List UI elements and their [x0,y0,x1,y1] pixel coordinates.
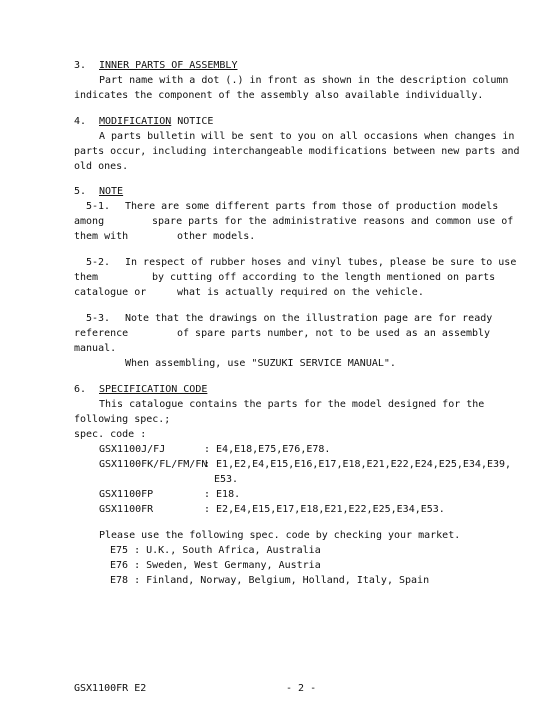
market-item: E78 : Finland, Norway, Belgium, Holland, Italy, Spain [110,575,430,586]
section-6-line-3: spec. code : [74,429,147,440]
note-5-1-line-2a: among [74,216,105,227]
spec-row-model: GSX1100FR [99,504,154,515]
note-5-2-line-1: In respect of rubber hoses and vinyl tubes, please be sure to use [125,257,517,268]
note-5-2-line-3a: catalogue or [74,287,147,298]
section-4-line-2: parts occur, including interchangeable modifications between new parts and [74,146,520,157]
page-number: - 2 - [286,683,317,694]
section-4-line-1: A parts bulletin will be sent to you on all occasions when changes in [99,131,515,142]
note-5-3-line-1: Note that the drawings on the illustration page are for ready [125,313,493,324]
note-5-1-line-2b: spare parts for the administrative reasons and common use of [152,216,514,227]
section-3-number: 3. [74,60,87,71]
section-5-title: NOTE [99,186,124,197]
spec-row-model: GSX1100FP [99,489,154,500]
section-6-title: SPECIFICATION CODE [99,384,208,395]
market-item: E75 : U.K., South Africa, Australia [110,545,321,556]
note-5-3-label: 5-3. [86,313,111,324]
note-5-3-line-2a: reference [74,328,129,339]
note-5-1-line-1: There are some different parts from those of production models [125,201,499,212]
market-intro: Please use the following spec. code by checking your market. [99,530,461,541]
note-5-1-line-3a: them with [74,231,129,242]
note-5-2-line-2a: them [74,272,99,283]
spec-row-codes: : E1,E2,E4,E15,E16,E17,E18,E21,E22,E24,E25,E34,E39, [204,459,512,470]
section-4-title-rest: NOTICE [171,116,214,127]
note-5-2-label: 5-2. [86,257,111,268]
section-6-line-1: This catalogue contains the parts for the model designed for the [99,399,485,410]
note-5-1-line-3b: other models. [177,231,256,242]
section-5-number: 5. [74,186,87,197]
spec-row-codes: : E4,E18,E75,E76,E78. [204,444,331,455]
section-4-title-underlined: MODIFICATION [99,116,172,127]
section-4-title [99,114,213,130]
spec-row-codes-continued: E53. [214,474,239,485]
note-5-3-line-2b: of spare parts number, not to be used as an assembly [177,328,491,339]
section-6-line-2: following spec.; [74,414,171,425]
section-4-line-3: old ones. [74,161,129,172]
section-6-number: 6. [74,384,87,395]
section-3-title: INNER PARTS OF ASSEMBLY [99,60,238,71]
market-item: E76 : Sweden, West Germany, Austria [110,560,321,571]
note-5-2-line-3b: what is actually required on the vehicle. [177,287,424,298]
note-5-3-line-4: When assembling, use "SUZUKI SERVICE MANUAL". [125,358,396,369]
spec-row-codes: : E18. [204,489,241,500]
note-5-3-line-3: manual. [74,343,117,354]
section-3-line-2: indicates the component of the assembly also available individually. [74,90,484,101]
footer-model-code: GSX1100FR E2 [74,683,147,694]
section-4-number: 4. [74,116,87,127]
spec-row-model: GSX1100FK/FL/FM/FN [99,459,208,470]
spec-row-model: GSX1100J/FJ [99,444,166,455]
section-3-line-1: Part name with a dot (.) in front as shown in the description column [99,75,509,86]
note-5-2-line-2b: by cutting off according to the length mentioned on parts [152,272,496,283]
note-5-1-label: 5-1. [86,201,111,212]
spec-row-codes: : E2,E4,E15,E17,E18,E21,E22,E25,E34,E53. [204,504,445,515]
